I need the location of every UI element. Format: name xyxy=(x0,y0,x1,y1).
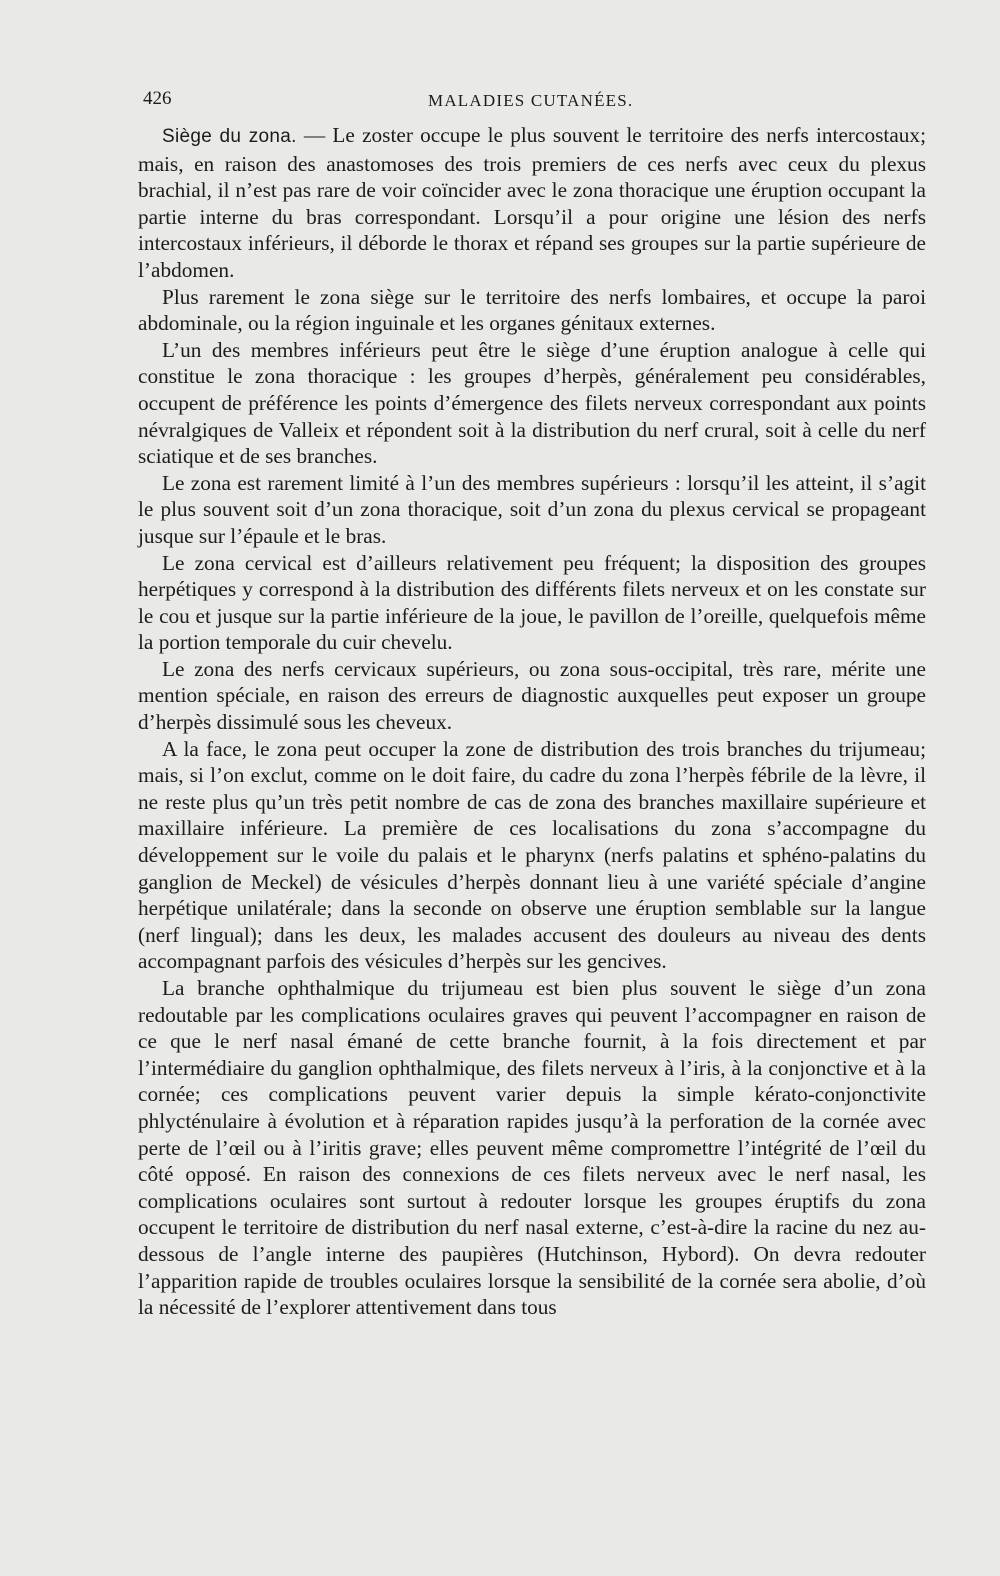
paragraph-siege-du-zona xyxy=(138,122,926,284)
paragraph: Plus rarement le zona siège sur le territoire des nerfs lombaires, et occupe la paroi abdominale, ou la région inguinale et les organes génitaux externes. xyxy=(138,284,926,336)
section-lead-heading: Siège du zona. xyxy=(162,126,297,147)
paragraph: Le zona des nerfs cervicaux supérieurs, ou zona sous-occipital, très rare, mérite une mention spéciale, en raison des erreurs de diagnostic auxquelles peut exposer un groupe d’herpès dissimulé sous les cheveux. xyxy=(138,656,926,735)
page-number: 426 xyxy=(143,88,172,109)
paragraph: Le zona est rarement limité à l’un des membres supérieurs : lorsqu’il les atteint, il s’agit le plus souvent soit d’un zona thoracique, soit d’un zona du plexus cervical se propageant jusque sur l’épaule et le bras. xyxy=(138,470,926,548)
paragraph: L’un des membres inférieurs peut être le siège d’une éruption analogue à celle qui constitue le zona thoracique : les groupes d’herpès, généralement peu considérables, occupent de préférence les points d’émergence des filets nerveux correspondant aux points névralgiques de Valleix et répondent soit à la distribution du nerf crural, soit à celle du nerf sciatique et de ses branches. xyxy=(138,337,926,469)
paragraph: Le zona cervical est d’ailleurs relativement peu fréquent; la disposition des groupes herpétiques y correspond à la distribution des différents filets nerveux et on les constate sur le cou et jusque sur la partie inférieure de la joue, le pavillon de l’oreille, quelquefois même la portion temporale du cuir chevelu. xyxy=(138,550,926,655)
body-text xyxy=(138,122,926,1321)
running-head: MALADIES CUTANÉES. xyxy=(428,91,634,110)
page-header xyxy=(143,88,923,122)
section-lead-text: — Le zoster occupe le plus souvent le territoire des nerfs intercostaux; mais, en raison des anastomoses des trois premiers de ces nerfs avec ceux du plexus brachial, il n’est pas rare de voir coïncider avec le zona thoracique une éruption occupant la partie interne du bras correspondant. Lorsqu’il a pour origine une lésion des nerfs intercostaux inférieurs, il déborde le thorax et répand ses groupes sur la partie supérieure de l’abdomen. xyxy=(138,123,926,282)
paragraph: A la face, le zona peut occuper la zone de distribution des trois branches du trijumeau; mais, si l’on exclut, comme on le doit faire, du cadre du zona l’herpès fébrile de la lèvre, il ne reste plus qu’un très petit nombre de cas de zona des branches maxillaire supérieure et maxillaire inférieure. La première de ces localisations du zona s’accompagne du développement sur le voile du palais et le pharynx (nerfs palatins et sphéno-palatins du ganglion de Meckel) de vésicules d’herpès donnant lieu à une variété spéciale d’angine herpétique unilatérale; dans la seconde on observe une éruption semblable sur la langue (nerf lingual); dans les deux, les malades accusent des douleurs au niveau des dents accompagnant parfois des vésicules d’herpès sur les gencives. xyxy=(138,736,926,974)
paragraph: La branche ophthalmique du trijumeau est bien plus souvent le siège d’un zona redoutable par les complications oculaires graves qui peuvent l’accompagner en raison de ce que le nerf nasal émané de cette branche fournit, à la fois directement et par l’intermédiaire du ganglion ophthalmique, des filets nerveux à l’iris, à la conjonctive et à la cornée; ces complications peuvent varier depuis la simple kérato-conjonctivite phlycténulaire à évolution et à réparation rapides jusqu’à la perforation de la cornée avec perte de l’œil ou à l’iritis grave; elles peuvent même compromettre l’intégrité de l’œil du côté opposé. En raison des connexions de ces filets nerveux avec le nerf nasal, les complications oculaires sont surtout à redouter lorsque les groupes éruptifs du zona occupent le territoire de distribution du nerf nasal externe, c’est-à-dire la racine du nez au-dessous de l’angle interne des paupières (Hutchinson, Hybord). On devra redouter l’apparition rapide de troubles oculaires lorsque la sensibilité de la cornée sera abolie, d’où la nécessité de l’explorer attentivement dans tous xyxy=(138,976,926,1320)
